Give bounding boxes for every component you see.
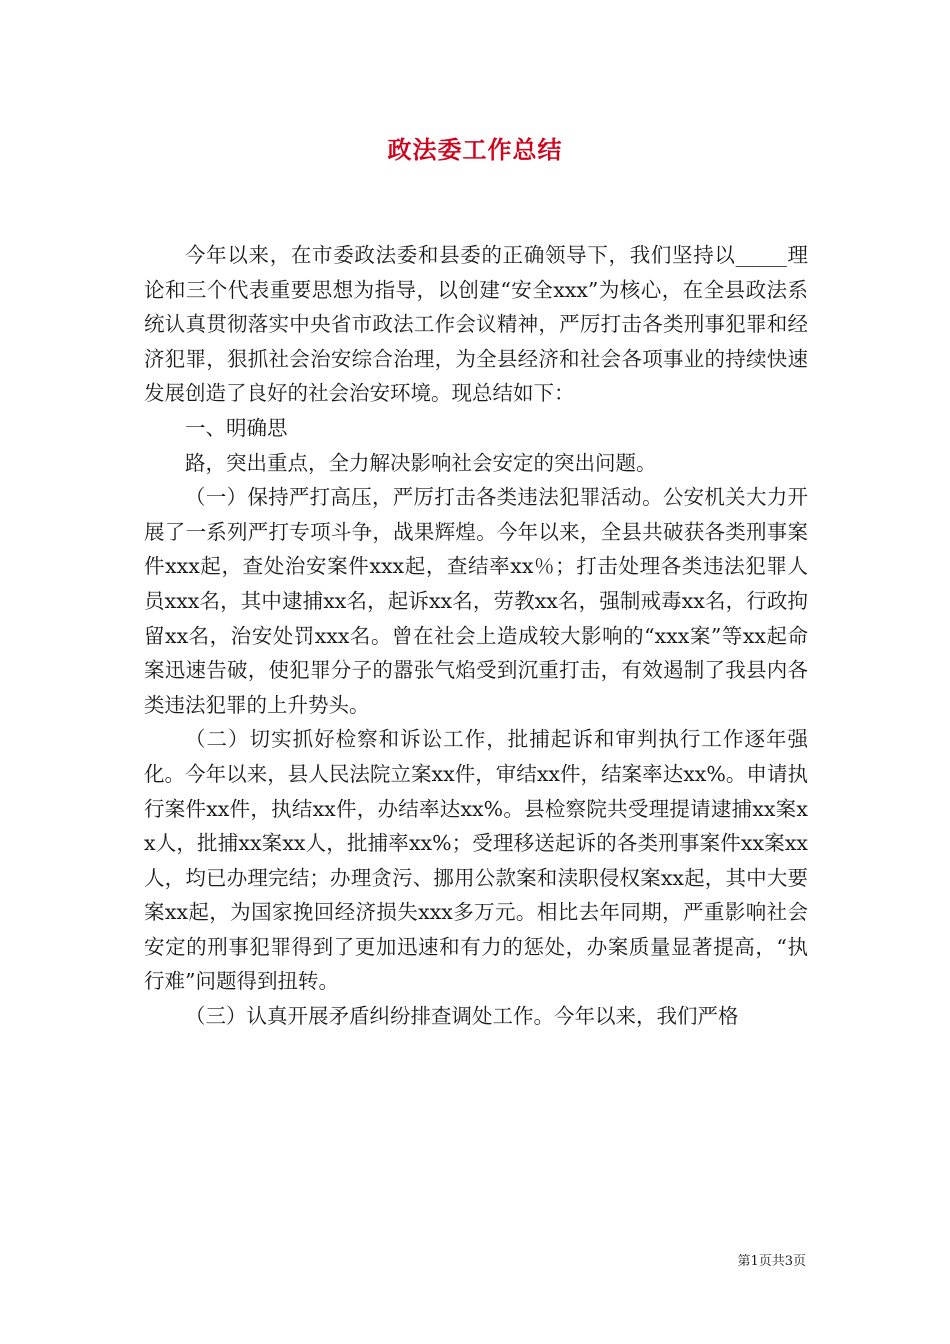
section-heading-1-continued: 路，突出重点，全力解决影响社会安定的突出问题。: [185, 450, 657, 475]
section-heading-1: 一、明确思: [185, 415, 288, 440]
document-body: [144, 238, 808, 1034]
subsection-3-paragraph: （三）认真开展矛盾纠纷排查调处工作。今年以来，我们严格: [185, 1004, 739, 1029]
page-number-footer: 第1页共3页: [737, 1254, 806, 1269]
subsection-1-paragraph: （一）保持严打高压，严厉打击各类违法犯罪活动。公安机关大力开展了一系列严打专项斗争，战果辉煌。今年以来，全县共破获各类刑事案件xxx起，查处治安案件xxx起，查结率xx％；打击处理各类违法犯罪人员xxx名，其中逮捕xx名，起诉xx名，劳教xx名，强制戒毒xx名，行政拘留xx名，治安处罚xxx名。曾在社会上造成较大影响的“xxx案”等xx起命案迅速告破，使犯罪分子的嚣张气焰受到沉重打击，有效遏制了我县内各类违法犯罪的上升势头。: [144, 485, 808, 717]
subsection-2-paragraph: （二）切实抓好检察和诉讼工作，批捕起诉和审判执行工作逐年强化。今年以来，县人民法院立案xx件，审结xx件，结案率达xx%。申请执行案件xx件，执结xx件，办结率达xx%。县检察院共受理提请逮捕xx案xx人，批捕xx案xx人，批捕率xx%；受理移送起诉的各类刑事案件xx案xx人，均已办理完结；办理贪污、挪用公款案和渎职侵权案xx起，其中大要案xx起，为国家挽回经济损失xxx多万元。相比去年同期，严重影响社会安定的刑事犯罪得到了更加迅速和有力的惩处，办案质量显著提高，“执行难”问题得到扭转。: [144, 727, 808, 994]
intro-paragraph: 今年以来，在市委政法委和县委的正确领导下，我们坚持以_____理论和三个代表重要思想为指导，以创建“安全xxx”为核心，在全县政法系统认真贯彻落实中央省市政法工作会议精神，严厉打击各类刑事犯罪和经济犯罪，狠抓社会治安综合治理，为全县经济和社会各项事业的持续快速发展创造了良好的社会治安环境。现总结如下：: [144, 243, 808, 406]
document-title: 政法委工作总结: [387, 135, 563, 164]
